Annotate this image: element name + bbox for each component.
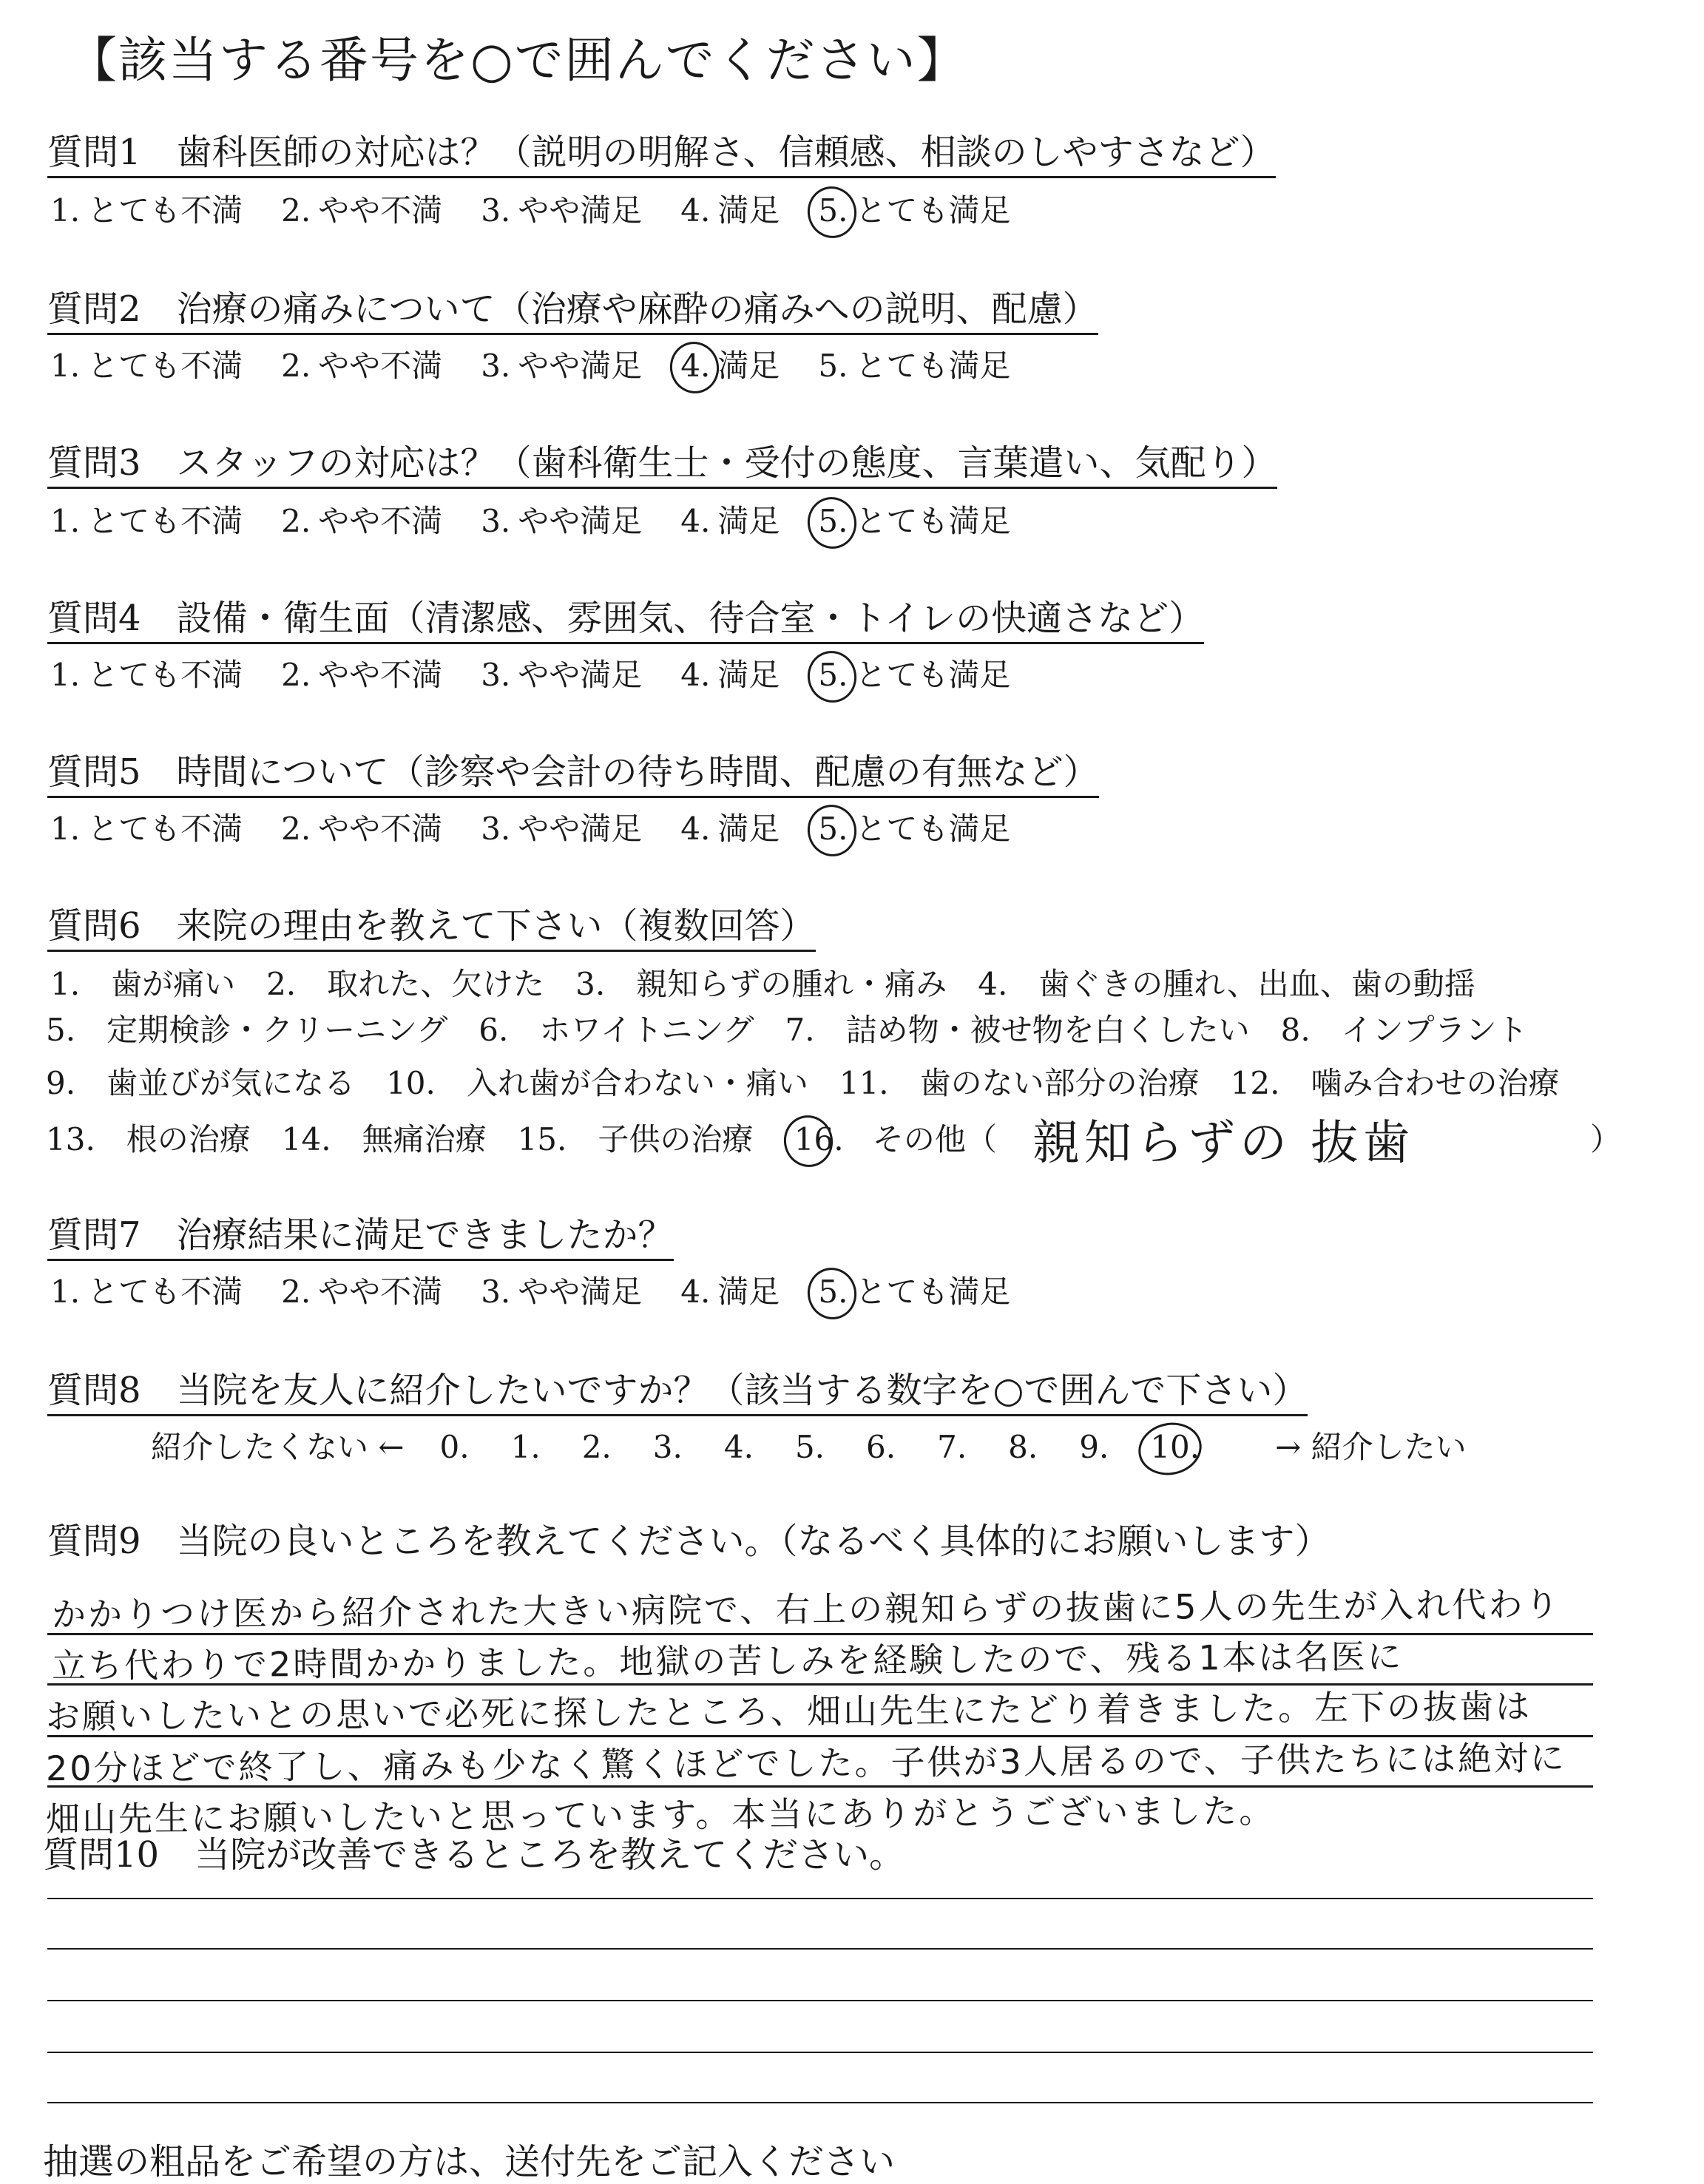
question-5-option-label: とても不満 <box>87 811 243 847</box>
question-8-scale-values <box>439 1429 1242 1465</box>
question-6-other-option[interactable] <box>794 1121 851 1157</box>
question-7-option-label: やや不満 <box>318 1274 443 1310</box>
question-7-option-5[interactable] <box>818 1274 1011 1310</box>
question-4-option-number: 1. <box>50 657 81 693</box>
question-6-other-answer[interactable]: 親知らずの 抜歯 <box>1032 1116 1415 1171</box>
question-7-option-number: 4. <box>680 1274 711 1310</box>
question-8-scale <box>151 1429 1501 1465</box>
question-1-option-number: 3. <box>481 192 511 229</box>
question-3-option-label: とても不満 <box>87 503 243 539</box>
question-1-option-1[interactable] <box>50 192 243 229</box>
question-2-option-number: 1. <box>50 348 81 384</box>
question-7-option-4[interactable] <box>680 1274 780 1310</box>
question-7-option-number: 1. <box>50 1274 81 1310</box>
question-8-scale-option-9[interactable] <box>1079 1429 1116 1465</box>
question-8-right-label: → 紹介したい <box>1275 1429 1467 1465</box>
question-8-scale-number: 8. <box>1008 1429 1038 1465</box>
question-8-title: 質問8 当院を友人に紹介したいですか？（該当する数字を○で囲んで下さい） <box>47 1373 1308 1416</box>
question-2-option-number: 4. <box>680 348 711 384</box>
question-1-options <box>50 192 1049 229</box>
question-2-option-label: やや不満 <box>318 348 443 384</box>
question-9-answer-line-5[interactable]: 畑山先生にお願いしたいと思っています。本当にありがとうございました。 <box>45 1791 1276 1839</box>
question-6-other-number: 16. <box>794 1121 844 1157</box>
question-3-option-label: やや不満 <box>318 503 443 539</box>
question-3-options <box>50 503 1049 539</box>
footer-note: 抽選の粗品をご希望の方は、送付先をご記入ください <box>43 2141 896 2183</box>
question-1-option-number: 5. <box>818 192 848 229</box>
question-2-option-number: 2. <box>281 348 311 384</box>
question-3-option-5[interactable] <box>818 503 1011 539</box>
question-4-option-label: やや満足 <box>518 657 643 693</box>
question-8-scale-number: 6. <box>866 1429 896 1465</box>
question-8-scale-number: 9. <box>1079 1429 1109 1465</box>
question-4-option-number: 4. <box>680 657 711 693</box>
question-4-option-number: 5. <box>818 657 848 693</box>
question-2-option-label: 満足 <box>717 348 780 384</box>
question-6-row-1: 1. 歯が痛い 2. 取れた、欠けた 3. 親知らずの腫れ・痛み 4. 歯ぐきの腫れ、出血、歯の動揺 <box>50 966 1475 1002</box>
question-2-option-4[interactable] <box>680 348 780 384</box>
question-4-option-number: 2. <box>281 657 311 693</box>
question-3-option-label: やや満足 <box>518 503 643 539</box>
question-2-option-3[interactable] <box>481 348 643 384</box>
question-3-option-label: とても満足 <box>855 503 1011 539</box>
question-6-row-3: 9. 歯並びが気になる 10. 入れ歯が合わない・痛い 11. 歯のない部分の治療 12. 噛み合わせの治療 <box>46 1065 1560 1101</box>
question-8-scale-option-10[interactable] <box>1150 1429 1207 1465</box>
question-10-rule-5[interactable] <box>47 2102 1593 2103</box>
question-1-option-label: とても不満 <box>87 192 243 229</box>
question-10-rule-4[interactable] <box>47 2052 1593 2053</box>
question-3-option-4[interactable] <box>680 503 780 539</box>
question-8-scale-number: 2. <box>581 1429 612 1465</box>
question-2-option-number: 3. <box>481 348 511 384</box>
question-8-scale-option-7[interactable] <box>937 1429 974 1465</box>
question-3-option-1[interactable] <box>50 503 243 539</box>
question-3-option-number: 5. <box>818 503 848 539</box>
question-2-title: 質問2 治療の痛みについて（治療や麻酔の痛みへの説明、配慮） <box>47 291 1098 335</box>
question-5-option-number: 3. <box>481 811 511 847</box>
page-header: 【該当する番号を○で囲んでください】 <box>68 32 967 89</box>
question-6-row-4-prefix: 13. 根の治療 14. 無痛治療 15. 子供の治療 <box>46 1121 754 1157</box>
question-8-scale-number: 3. <box>652 1429 683 1465</box>
question-2-option-2[interactable] <box>281 348 443 384</box>
question-2-options <box>50 348 1049 384</box>
question-1-option-label: やや満足 <box>518 192 643 229</box>
question-8-scale-option-5[interactable] <box>794 1429 832 1465</box>
question-2-option-5[interactable] <box>818 348 1011 384</box>
question-5-option-4[interactable] <box>680 811 780 847</box>
question-7-options <box>50 1274 1049 1310</box>
question-5-option-5[interactable] <box>818 811 1011 847</box>
question-8-scale-option-8[interactable] <box>1008 1429 1045 1465</box>
question-3-option-label: 満足 <box>717 503 780 539</box>
question-4-option-1[interactable] <box>50 657 243 693</box>
question-9-title: 質問9 当院の良いところを教えてください。（なるべく具体的にお願いします） <box>47 1521 1331 1562</box>
question-4-options <box>50 657 1049 693</box>
question-5-option-number: 5. <box>818 811 848 847</box>
question-7-option-label: とても不満 <box>87 1274 243 1310</box>
question-6-row-2: 5. 定期検診・クリーニング 6. ホワイトニング 7. 詰め物・被せ物を白くしたい 8. インプラント <box>46 1012 1528 1048</box>
question-10-rule-1[interactable] <box>47 1898 1593 1899</box>
question-5-title: 質問5 時間について（診察や会計の待ち時間、配慮の有無など） <box>47 754 1099 798</box>
question-4-option-number: 3. <box>481 657 511 693</box>
question-7-option-3[interactable] <box>481 1274 643 1310</box>
question-3-option-number: 3. <box>481 503 511 539</box>
question-9-answer-line-2[interactable]: 立ち代わりで2時間かかりました。地獄の苦しみを経験したので、残る1本は名医に <box>51 1636 1404 1686</box>
question-1-option-label: 満足 <box>717 192 780 229</box>
question-3-option-number: 4. <box>680 503 711 539</box>
question-1-option-number: 2. <box>281 192 311 229</box>
question-5-option-3[interactable] <box>481 811 643 847</box>
question-5-option-label: とても満足 <box>855 811 1011 847</box>
question-8-scale-number: 0. <box>439 1429 470 1465</box>
question-2-option-label: とても不満 <box>87 348 243 384</box>
question-5-option-label: やや不満 <box>318 811 443 847</box>
question-5-option-label: 満足 <box>717 811 780 847</box>
question-9-answer-line-1[interactable]: かかりつけ医から紹介された大きい病院で、右上の親知らずの抜歯に5人の先生が入れ代わり <box>51 1583 1561 1635</box>
question-8-scale-option-0[interactable] <box>439 1429 477 1465</box>
question-5-option-number: 2. <box>281 811 311 847</box>
question-6-title: 質問6 来院の理由を教えて下さい（複数回答） <box>47 908 816 952</box>
question-7-option-number: 3. <box>481 1274 511 1310</box>
question-2-option-number: 5. <box>818 348 848 384</box>
question-3-title: 質問3 スタッフの対応は？（歯科衛生士・受付の態度、言葉遣い、気配り） <box>47 445 1277 489</box>
question-7-option-2[interactable] <box>281 1274 443 1310</box>
question-4-option-2[interactable] <box>281 657 443 693</box>
question-1-option-number: 4. <box>680 192 711 229</box>
question-8-scale-number: 5. <box>794 1429 825 1465</box>
question-8-scale-number: 4. <box>723 1429 754 1465</box>
question-4-option-4[interactable] <box>680 657 780 693</box>
question-5-option-number: 4. <box>680 811 711 847</box>
question-5-option-number: 1. <box>50 811 81 847</box>
question-7-option-label: とても満足 <box>855 1274 1011 1310</box>
question-8-left-label: 紹介したくない ← <box>151 1429 405 1465</box>
question-2-option-label: とても満足 <box>855 348 1011 384</box>
question-4-option-label: とても満足 <box>855 657 1011 693</box>
question-7-option-number: 2. <box>281 1274 311 1310</box>
question-2-option-label: やや満足 <box>518 348 643 384</box>
question-7-option-label: 満足 <box>717 1274 780 1310</box>
question-6-other-close: ） <box>1590 1121 1622 1157</box>
question-8-scale-option-4[interactable] <box>723 1429 761 1465</box>
question-1-option-4[interactable] <box>680 192 780 229</box>
question-9-answer-line-4[interactable]: 20分ほどで終了し、痛みも少なく驚くほどでした。子供が3人居るので、子供たちには絶対に <box>45 1737 1567 1789</box>
question-3-option-number: 2. <box>281 503 311 539</box>
question-5-options <box>50 811 1049 847</box>
question-10-rule-3[interactable] <box>47 2000 1593 2001</box>
question-4-option-3[interactable] <box>481 657 643 693</box>
question-8-scale-number: 7. <box>937 1429 967 1465</box>
question-4-title: 質問4 設備・衛生面（清潔感、雰囲気、待合室・トイレの快適さなど） <box>47 601 1204 644</box>
question-8-scale-number: 10. <box>1150 1429 1200 1465</box>
question-8-scale-number: 1. <box>510 1429 541 1465</box>
question-7-title: 質問7 治療結果に満足できましたか？ <box>47 1217 674 1261</box>
question-5-option-2[interactable] <box>281 811 443 847</box>
question-1-option-3[interactable] <box>481 192 643 229</box>
question-1-title: 質問1 歯科医師の対応は？（説明の明解さ、信頼感、相談のしやすさなど） <box>47 135 1276 178</box>
question-1-option-5[interactable] <box>818 192 1011 229</box>
question-5-option-1[interactable] <box>50 811 243 847</box>
question-2-option-1[interactable] <box>50 348 243 384</box>
question-8-scale-option-3[interactable] <box>652 1429 690 1465</box>
question-4-option-label: とても不満 <box>87 657 243 693</box>
question-7-option-1[interactable] <box>50 1274 243 1310</box>
question-9-answer-line-3[interactable]: お願いしたいとの思いで必死に探したところ、畑山先生にたどり着きました。左下の抜歯は <box>45 1686 1532 1737</box>
question-8-scale-option-2[interactable] <box>581 1429 619 1465</box>
question-4-option-label: 満足 <box>717 657 780 693</box>
question-1-option-label: やや不満 <box>318 192 443 229</box>
question-1-option-2[interactable] <box>281 192 443 229</box>
question-4-option-label: やや不満 <box>318 657 443 693</box>
question-10-rule-2[interactable] <box>47 1948 1593 1950</box>
question-6-other-label: その他（ <box>872 1121 997 1157</box>
question-8-scale-option-1[interactable] <box>510 1429 548 1465</box>
question-8-scale-option-6[interactable] <box>866 1429 903 1465</box>
question-5-option-label: やや満足 <box>518 811 643 847</box>
question-3-option-3[interactable] <box>481 503 643 539</box>
question-6-row-4 <box>46 1121 997 1157</box>
question-10-title: 質問10 当院が改善できるところを教えてください。 <box>43 1834 905 1876</box>
question-3-option-number: 1. <box>50 503 81 539</box>
question-4-option-5[interactable] <box>818 657 1011 693</box>
question-1-option-number: 1. <box>50 192 81 229</box>
question-3-option-2[interactable] <box>281 503 443 539</box>
question-7-option-number: 5. <box>818 1274 848 1310</box>
question-7-option-label: やや満足 <box>518 1274 643 1310</box>
question-1-option-label: とても満足 <box>855 192 1011 229</box>
